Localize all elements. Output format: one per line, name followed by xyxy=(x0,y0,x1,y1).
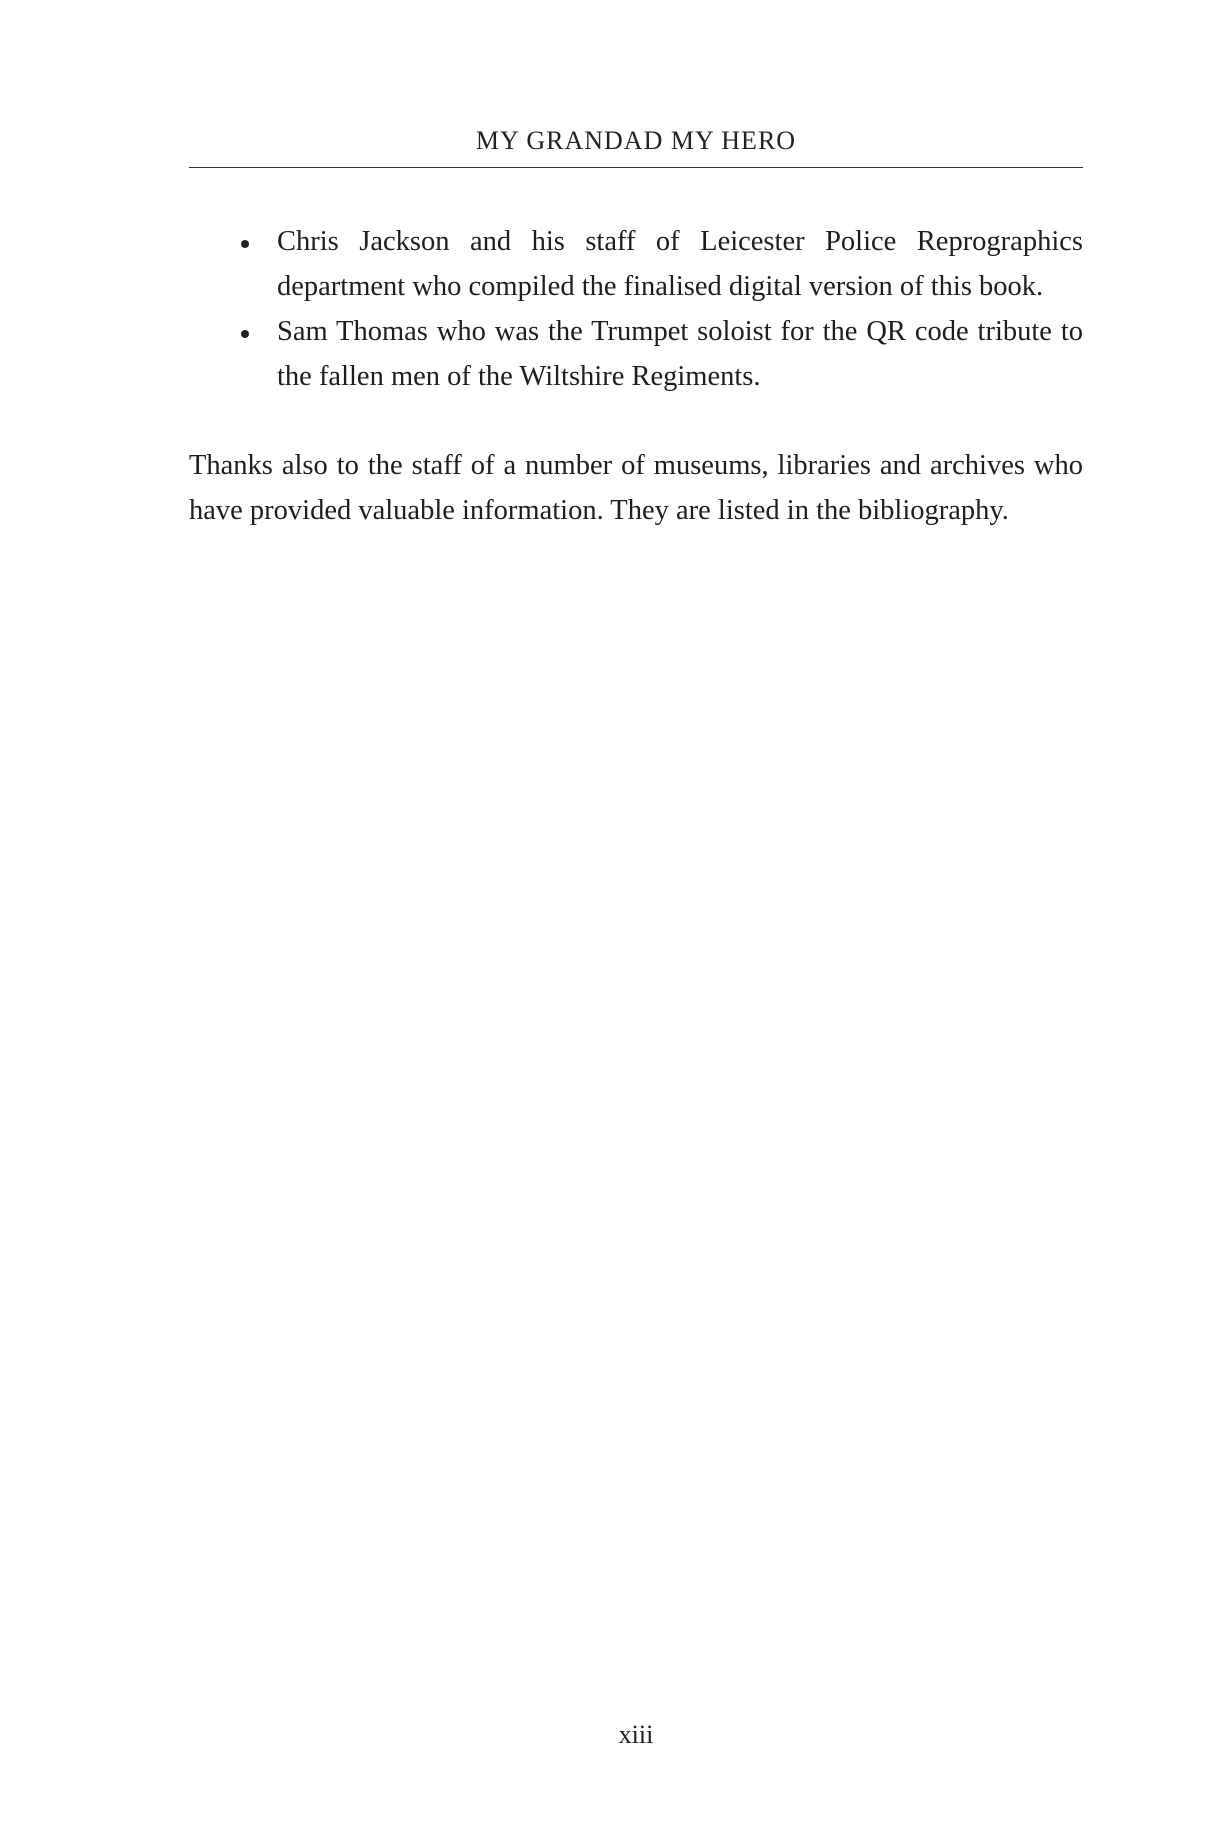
list-item-text: Sam Thomas who was the Trumpet soloist for the QR code tribute to the fallen men of the Wiltshire Regiments. xyxy=(277,316,1083,392)
bullet-icon xyxy=(241,240,249,248)
list-item xyxy=(189,309,1083,399)
body-text xyxy=(189,219,1083,533)
bullet-icon xyxy=(241,330,249,338)
list-item xyxy=(189,219,1083,309)
page-number: xiii xyxy=(618,1720,654,1749)
header-rule xyxy=(189,167,1083,168)
acknowledgement-list xyxy=(189,219,1083,399)
running-header: MY GRANDAD MY HERO xyxy=(475,126,797,155)
thanks-paragraph: Thanks also to the staff of a number of museums, libraries and archives who have provided valuable information. They are listed in the bibliography. xyxy=(189,450,1083,526)
list-item-text: Chris Jackson and his staff of Leicester Police Reprographics department who compiled the finalised digital version of this book. xyxy=(277,226,1083,302)
